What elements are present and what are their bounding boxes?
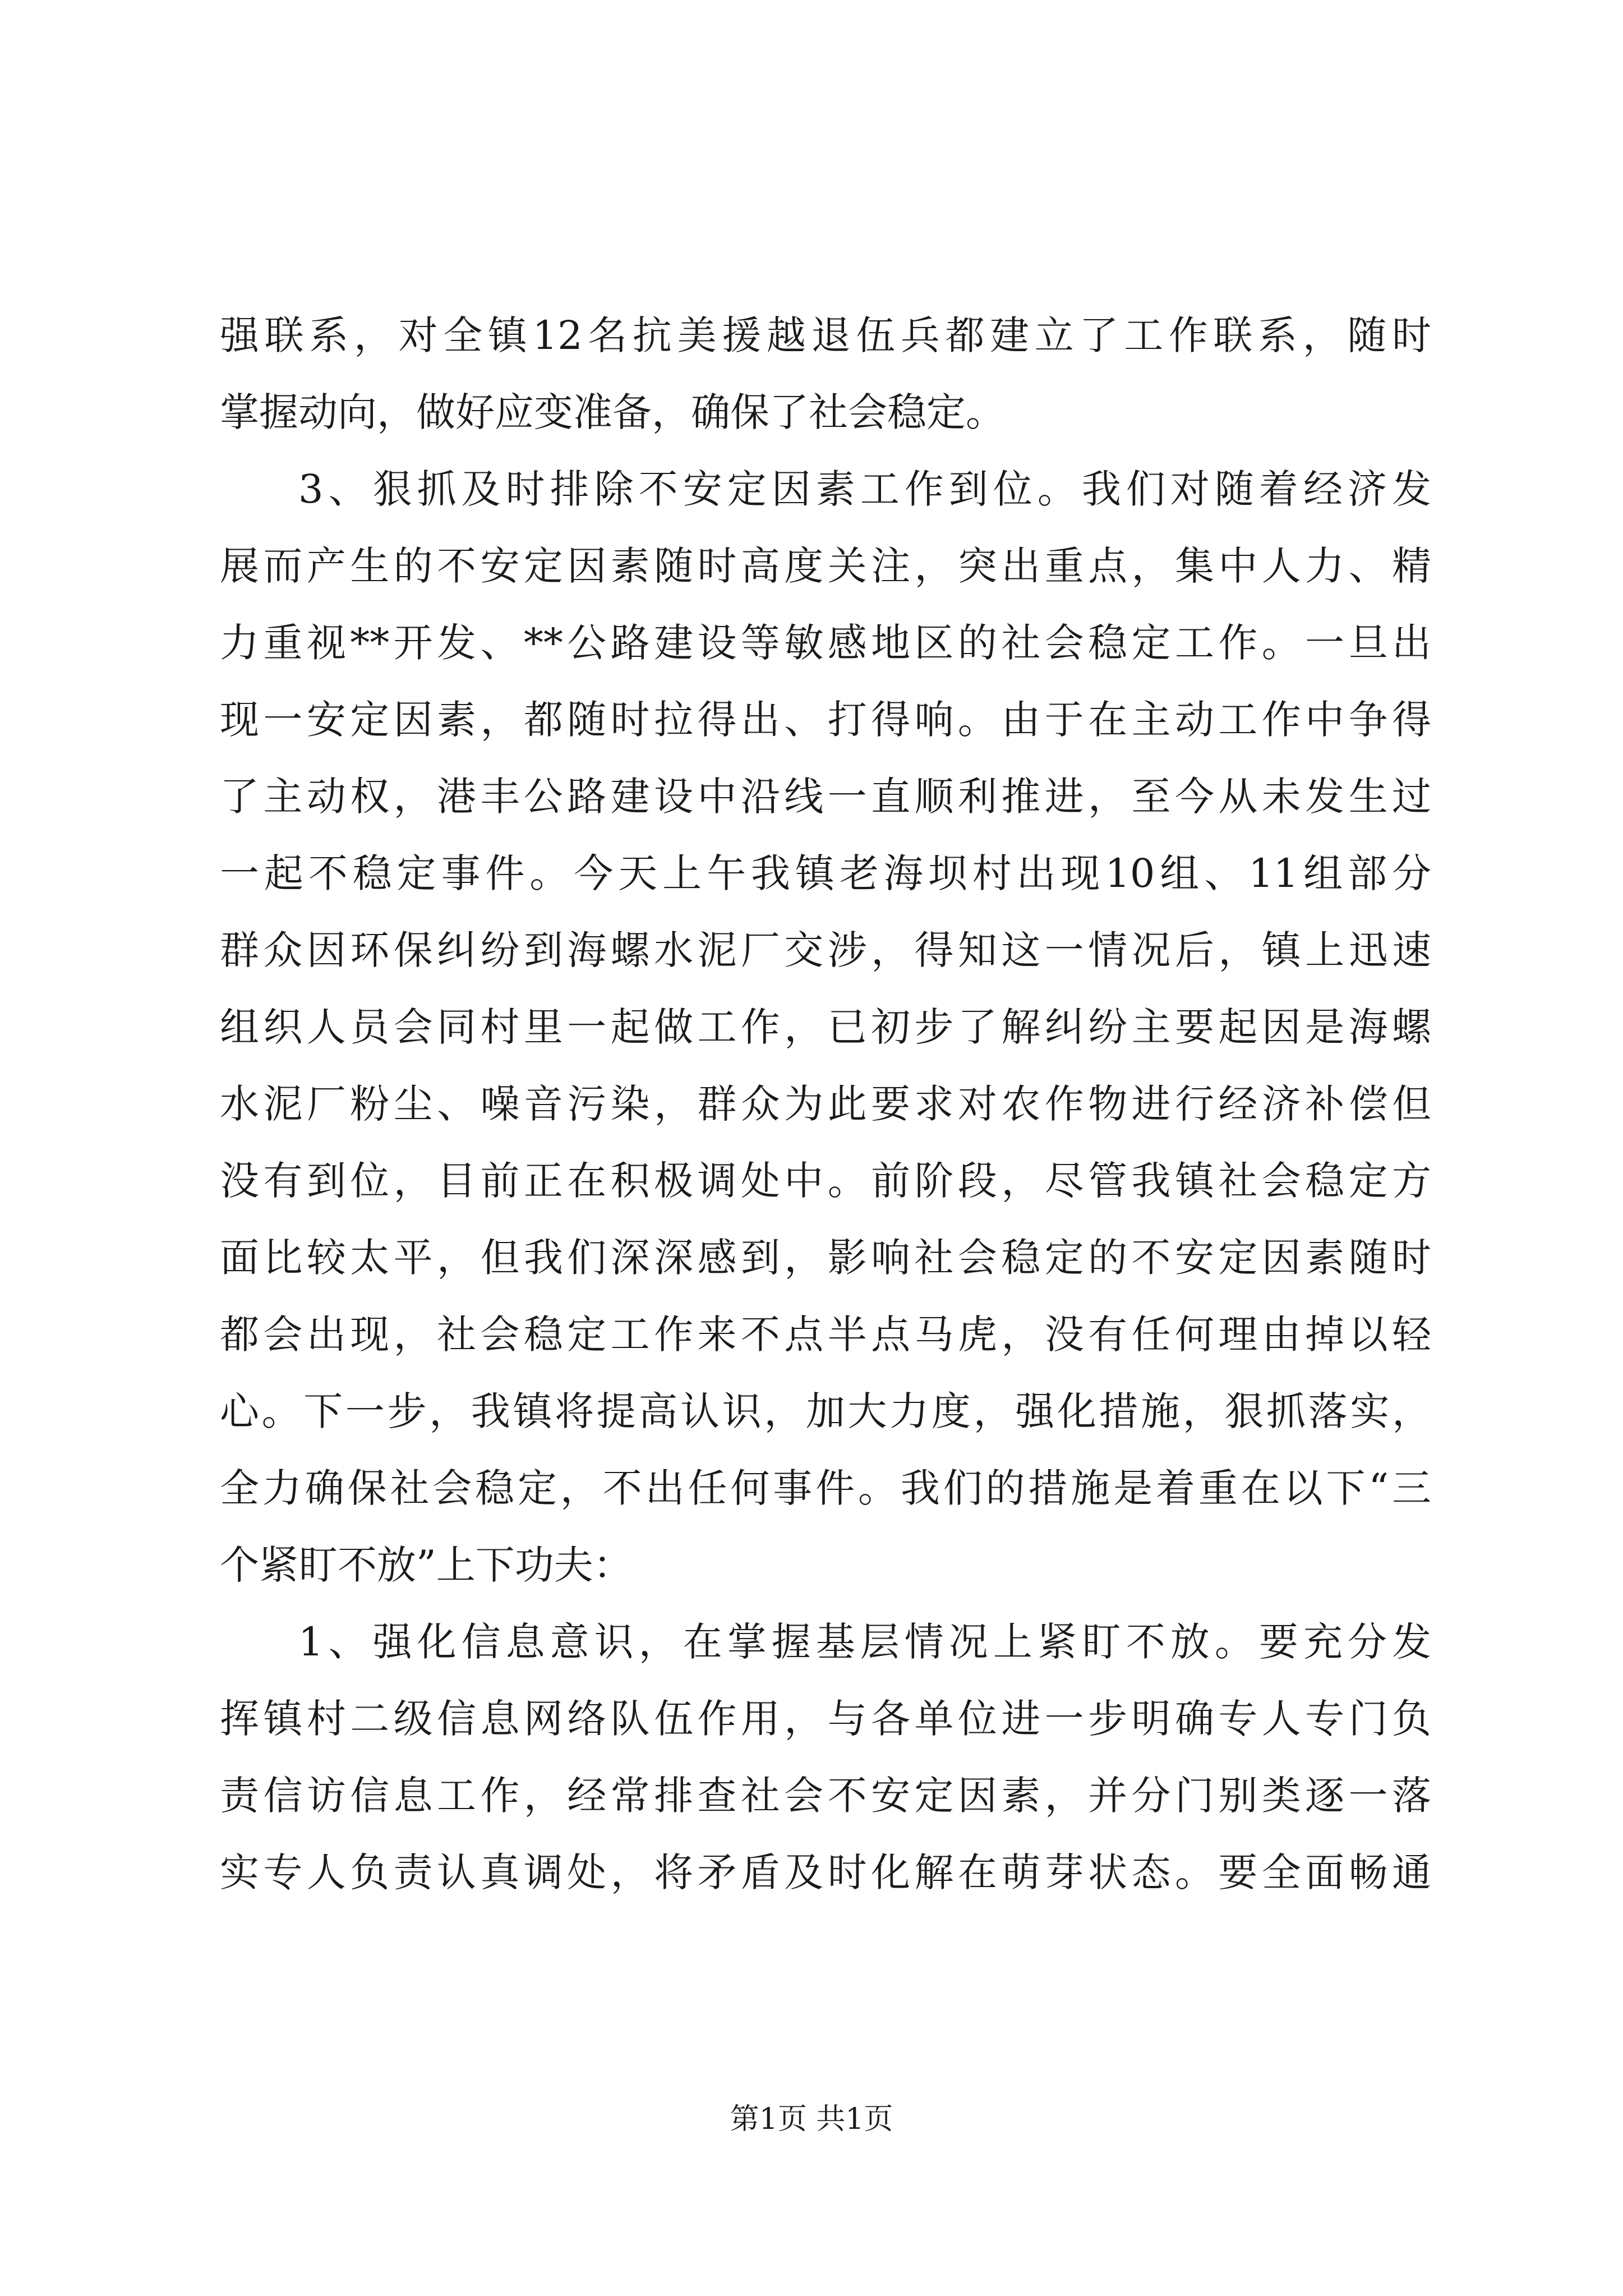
text-line: 掌握动向，做好应变准备，确保了社会稳定。 [220,389,1005,435]
text-line: 展而产生的不安定因素随时高度关注，突出重点，集中人力、精 [220,543,1431,589]
text-line: 强联系，对全镇12名抗美援越退伍兵都建立了工作联系，随时 [220,312,1431,358]
text-line: 现一安定因素，都随时拉得出、打得响。由于在主动工作中争得 [220,697,1431,743]
text-line: 心。下一步，我镇将提高认识，加大力度，强化措施，狠抓落实， [220,1388,1431,1434]
text-line: 1、强化信息意识，在掌握基层情况上紧盯不放。要充分发 [298,1619,1431,1665]
text-line: 面比较太平，但我们深深感到，影响社会稳定的不安定因素随时 [220,1235,1431,1281]
text-line: 水泥厂粉尘、噪音污染，群众为此要求对农作物进行经济补偿但 [220,1081,1431,1127]
text-line: 挥镇村二级信息网络队伍作用，与各单位进一步明确专人专门负 [220,1696,1431,1742]
page-footer: 第1页 共1页 [730,2102,893,2136]
text-line: 都会出现，社会稳定工作来不点半点马虎，没有任何理由掉以轻 [220,1312,1431,1358]
text-line: 群众因环保纠纷到海螺水泥厂交涉，得知这一情况后，镇上迅速 [220,927,1431,973]
document-body [220,297,1431,1911]
text-line: 实专人负责认真调处，将矛盾及时化解在萌芽状态。要全面畅通 [220,1849,1431,1895]
text-line: 个紧盯不放”上下功夫： [220,1542,633,1588]
text-line: 责信访信息工作，经常排查社会不安定因素，并分门别类逐一落 [220,1773,1431,1819]
text-line: 一起不稳定事件。今天上午我镇老海坝村出现10组、11组部分 [220,850,1431,896]
text-line: 力重视**开发、**公路建设等敏感地区的社会稳定工作。一旦出 [220,620,1431,666]
text-line: 了主动权，港丰公路建设中沿线一直顺利推进，至今从未发生过 [220,774,1431,820]
text-line: 没有到位，目前正在积极调处中。前阶段，尽管我镇社会稳定方 [220,1158,1431,1204]
text-line: 3、狠抓及时排除不安定因素工作到位。我们对随着经济发 [298,466,1431,512]
text-line: 全力确保社会稳定，不出任何事件。我们的措施是着重在以下“三 [220,1465,1431,1511]
text-line: 组织人员会同村里一起做工作，已初步了解纠纷主要起因是海螺 [220,1004,1431,1050]
